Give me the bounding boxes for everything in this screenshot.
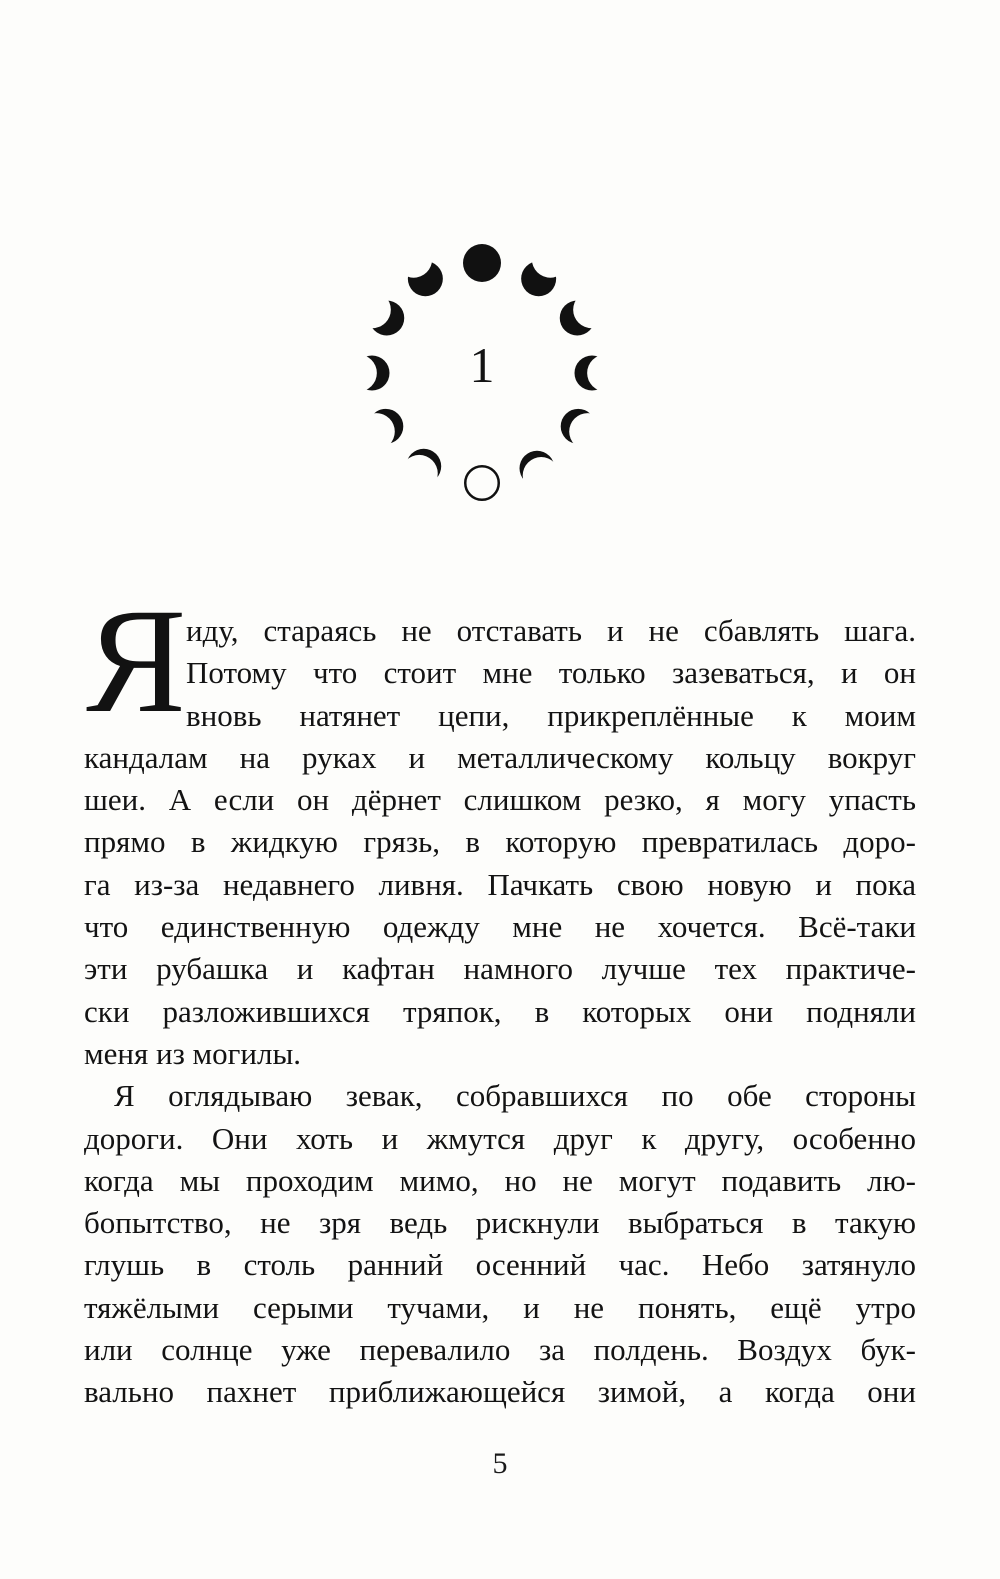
chapter-number: 1 bbox=[469, 337, 495, 393]
drop-cap-letter: Я bbox=[86, 578, 187, 744]
text-line: прямо в жидкую грязь, в которую превратилась доро- bbox=[84, 824, 916, 860]
text-line: что единственную одежду мне не хочется. Всё-таки bbox=[84, 909, 916, 945]
body-text bbox=[84, 610, 916, 1414]
text-line: или солнце уже перевалило за полдень. Воздух бук- bbox=[84, 1332, 916, 1368]
text-line: Я оглядываю зевак, собравшихся по обе стороны bbox=[114, 1078, 916, 1114]
page-number: 5 bbox=[492, 1447, 508, 1480]
text-line: га из-за недавнего ливня. Пачкать свою новую и пока bbox=[84, 866, 916, 902]
text-line: тяжёлыми серыми тучами, и не понять, ещё утро bbox=[84, 1289, 916, 1325]
text-line: когда мы проходим мимо, но не могут подавить лю- bbox=[84, 1162, 916, 1198]
text-line: вально пахнет приближающейся зимой, а когда они bbox=[84, 1374, 916, 1410]
text-line: шеи. А если он дёрнет слишком резко, я могу упасть bbox=[84, 782, 916, 818]
text-line: бопытство, не зря ведь рискнули выбраться в такую bbox=[84, 1205, 916, 1241]
text-line: дороги. Они хоть и жмутся друг к другу, особенно bbox=[84, 1120, 916, 1156]
text-line: кандалам на руках и металлическому кольцу вокруг bbox=[84, 739, 916, 775]
text-line: иду, стараясь не отставать и не сбавлять шага. bbox=[186, 613, 916, 648]
text-line: вновь натянет цепи, прикреплённые к моим bbox=[186, 697, 916, 733]
text-line: ски разложившихся тряпок, в которых они подняли bbox=[84, 993, 916, 1029]
text-line: эти рубашка и кафтан намного лучше тех практиче- bbox=[84, 951, 916, 987]
text-line: глушь в столь ранний осенний час. Небо затянуло bbox=[84, 1247, 916, 1283]
text-line: Потому что стоит мне только зазеваться, и он bbox=[186, 655, 916, 691]
text-line: меня из могилы. bbox=[84, 1035, 302, 1071]
